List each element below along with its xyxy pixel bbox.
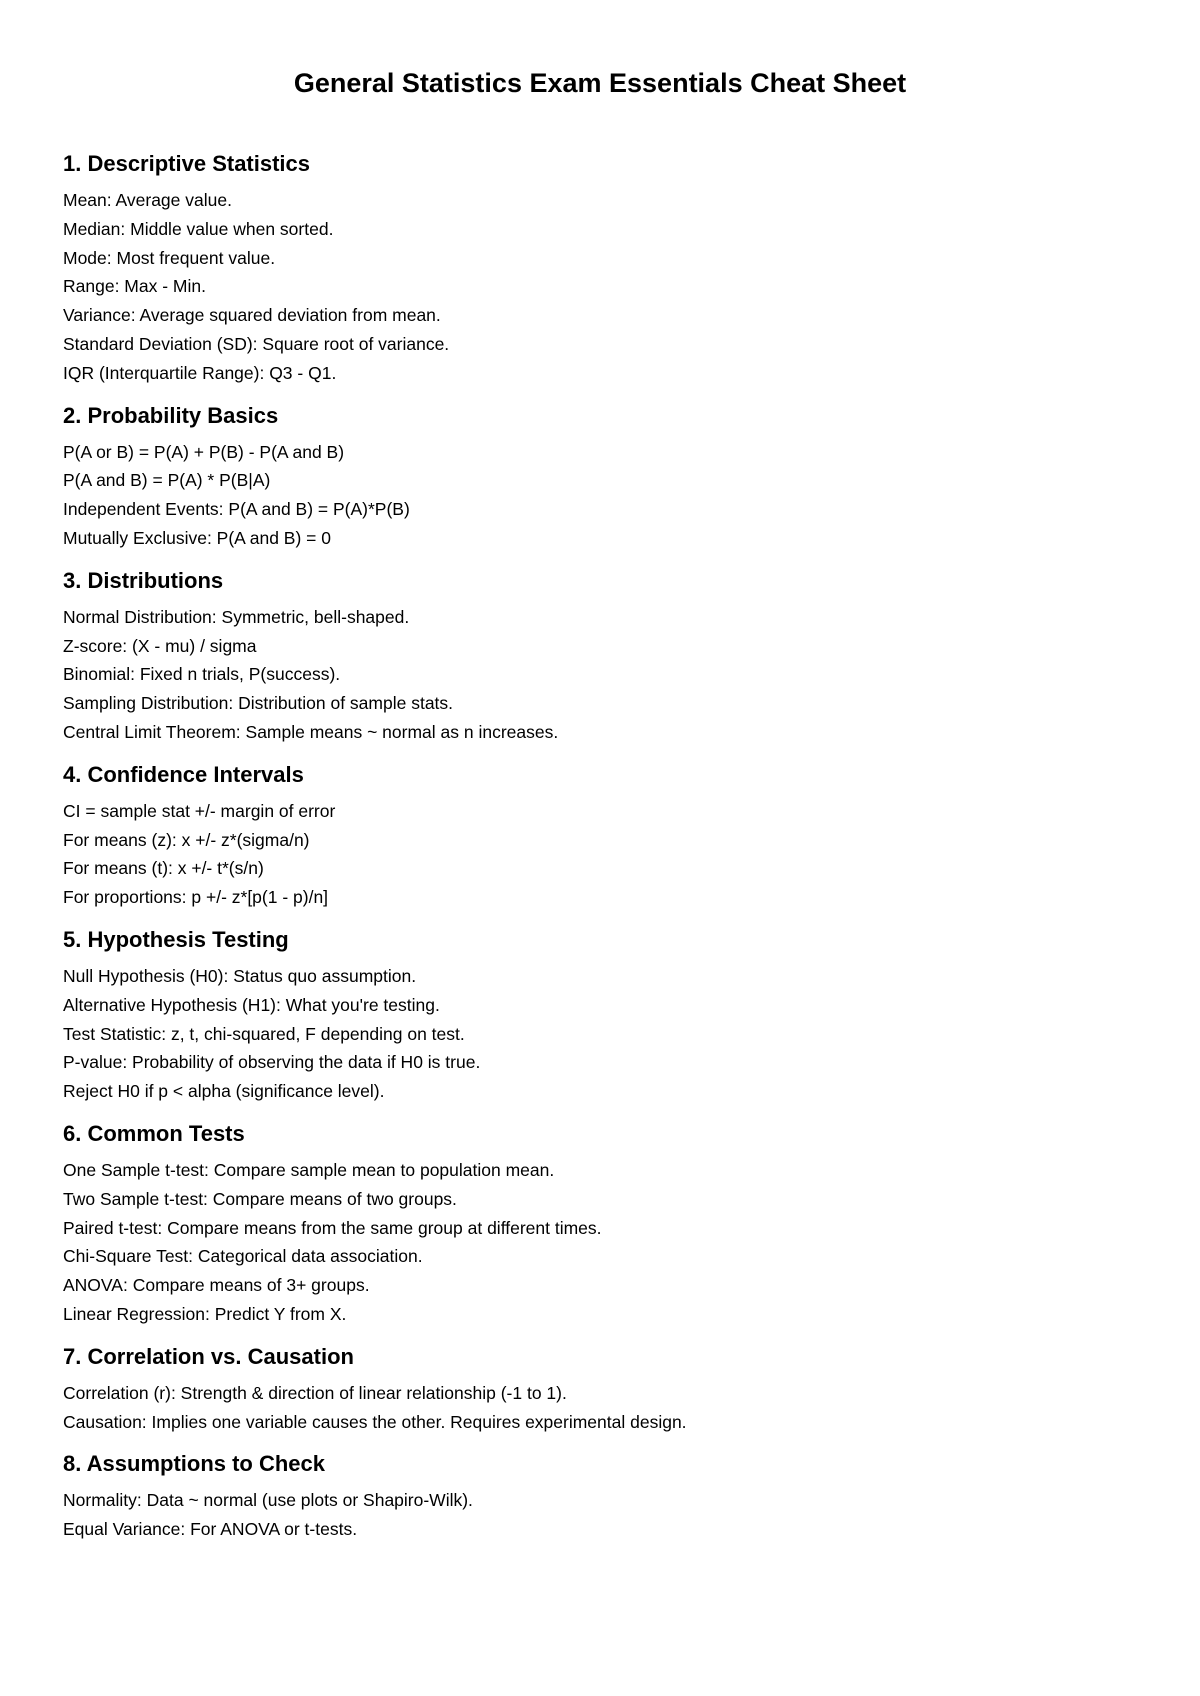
section-line: P(A or B) = P(A) + P(B) - P(A and B) (63, 441, 345, 462)
section-line: Normality: Data ~ normal (use plots or Shapiro-Wilk). (63, 1490, 473, 1511)
section-line: Normal Distribution: Symmetric, bell-shaped. (63, 606, 410, 627)
section-line: Null Hypothesis (H0): Status quo assumption. (63, 965, 417, 986)
section-1 (63, 150, 1143, 388)
section-lines (63, 962, 1143, 1106)
section-heading: 8. Assumptions to Check (63, 1451, 326, 1477)
section-line: For proportions: p +/- z*[p(1 - p)/n] (63, 887, 329, 908)
section-line: P(A and B) = P(A) * P(B|A) (63, 470, 271, 491)
section-line: ANOVA: Compare means of 3+ groups. (63, 1275, 370, 1296)
section-line: Chi-Square Test: Categorical data association. (63, 1246, 423, 1267)
section-line: P-value: Probability of observing the data if H0 is true. (63, 1052, 481, 1073)
section-line: Mutually Exclusive: P(A and B) = 0 (63, 527, 331, 548)
section-5 (63, 926, 1143, 1106)
section-line: CI = sample stat +/- margin of error (63, 800, 336, 821)
section-heading: 2. Probability Basics (63, 402, 279, 428)
section-line: Equal Variance: For ANOVA or t-tests. (63, 1519, 358, 1540)
section-heading: 7. Correlation vs. Causation (63, 1343, 354, 1369)
section-line: One Sample t-test: Compare sample mean to population mean. (63, 1159, 555, 1180)
section-line: Independent Events: P(A and B) = P(A)*P(B) (63, 499, 410, 520)
section-lines (63, 438, 1143, 553)
section-2 (63, 402, 1143, 553)
section-line: For means (t): x +/- t*(s/n) (63, 858, 264, 879)
section-heading: 5. Hypothesis Testing (63, 926, 289, 952)
section-lines (63, 1156, 1143, 1329)
section-line: Two Sample t-test: Compare means of two groups. (63, 1188, 457, 1209)
section-line: Alternative Hypothesis (H1): What you're testing. (63, 994, 440, 1015)
section-lines (63, 603, 1143, 747)
sections-container (63, 150, 1143, 1558)
section-heading: 3. Distributions (63, 567, 224, 593)
section-line: Median: Middle value when sorted. (63, 218, 334, 239)
section-line: For means (z): x +/- z*(sigma/n) (63, 829, 310, 850)
section-line: Mean: Average value. (63, 190, 232, 210)
section-6 (63, 1120, 1143, 1329)
section-8 (63, 1450, 1143, 1544)
section-line: Sampling Distribution: Distribution of sample stats. (63, 693, 454, 714)
section-lines (63, 186, 1143, 388)
section-heading: 4. Confidence Intervals (63, 761, 304, 787)
document-title: General Statistics Exam Essentials Cheat Sheet (293, 68, 907, 98)
section-line: Central Limit Theorem: Sample means ~ normal as n increases. (63, 721, 559, 742)
section-line: Standard Deviation (SD): Square root of variance. (63, 333, 450, 354)
section-line: Linear Regression: Predict Y from X. (63, 1303, 347, 1324)
section-lines (63, 797, 1143, 912)
section-line: Range: Max - Min. (63, 276, 206, 297)
section-line: Variance: Average squared deviation from mean. (63, 305, 441, 326)
section-3 (63, 567, 1143, 747)
section-line: Reject H0 if p < alpha (significance level). (63, 1081, 385, 1102)
section-heading: 1. Descriptive Statistics (63, 151, 311, 176)
section-heading: 6. Common Tests (63, 1120, 245, 1146)
section-lines (63, 1486, 1143, 1544)
section-7 (63, 1343, 1143, 1437)
section-4 (63, 761, 1143, 912)
section-line: Binomial: Fixed n trials, P(success). (63, 664, 341, 685)
section-lines (63, 1379, 1143, 1437)
section-line: Paired t-test: Compare means from the same group at different times. (63, 1217, 602, 1238)
section-line: IQR (Interquartile Range): Q3 - Q1. (63, 362, 337, 383)
section-line: Causation: Implies one variable causes the other. Requires experimental design. (63, 1411, 687, 1432)
section-line: Correlation (r): Strength & direction of linear relationship (-1 to 1). (63, 1382, 567, 1403)
section-line: Test Statistic: z, t, chi-squared, F depending on test. (63, 1023, 465, 1044)
section-line: Z-score: (X - mu) / sigma (63, 635, 257, 656)
section-line: Mode: Most frequent value. (63, 247, 276, 268)
